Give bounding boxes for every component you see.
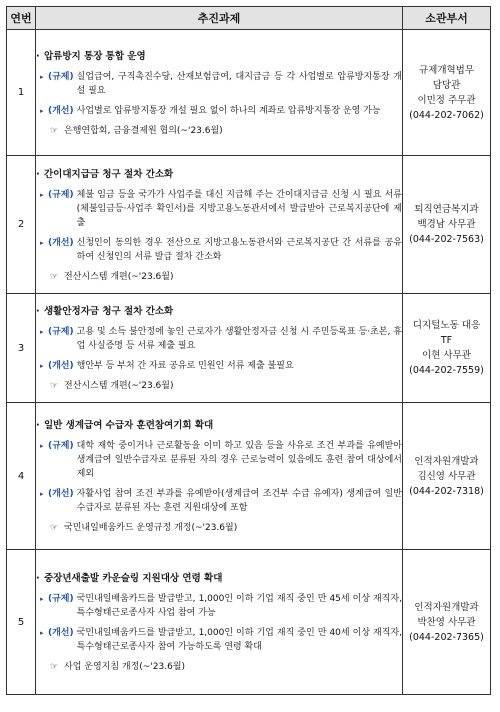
department-cell: [403, 403, 491, 550]
task-content: [36, 550, 403, 695]
bullet-icon: ·: [36, 168, 40, 180]
table-row: [7, 30, 491, 156]
task-title-text: 중장년새출발 카운슬링 지원대상 연령 확대: [44, 573, 223, 584]
department-line: (044-202-7318): [409, 485, 484, 497]
task-title: [36, 50, 402, 64]
task-note: [50, 124, 402, 138]
department-cell: [403, 550, 491, 695]
task-item: [40, 188, 402, 230]
department-line: 디지털노동 대응: [412, 320, 481, 331]
task-title-text: 간이대지급금 청구 절차 간소화: [44, 168, 174, 180]
task-item: [40, 325, 402, 353]
triangle-bullet-icon: ▸: [40, 362, 44, 370]
table-row: [7, 294, 491, 403]
item-tag: (개선): [48, 489, 74, 499]
item-tag: (개선): [48, 361, 74, 371]
task-note: [50, 521, 402, 535]
triangle-bullet-icon: ▸: [40, 106, 44, 115]
triangle-bullet-icon: ▸: [40, 72, 44, 81]
department-line: 백경남 사무관: [417, 219, 476, 230]
task-content: [36, 156, 403, 294]
task-title-text: 생활안정자금 청구 절차 간소화: [44, 306, 174, 317]
task-note: [50, 270, 402, 284]
task-content: [36, 403, 403, 550]
department-line: 이민정 주무관: [417, 94, 476, 106]
item-tag: (규제): [48, 441, 74, 451]
item-text: 고용 및 소득 불안정에 놓인 근로자가 생활안정자금 신청 시 주민등록표 등·초본, 휴업 사실증명 등 서류 제출 필요: [76, 327, 402, 351]
task-title: [36, 305, 402, 319]
department-line: (044-202-7559): [409, 365, 484, 376]
department-cell: [403, 30, 491, 156]
bullet-icon: ·: [36, 306, 40, 317]
header-dept: 소관부서: [403, 7, 491, 30]
note-text: 사업 운영지침 개정(~'23.6월): [64, 662, 186, 672]
task-item: [40, 359, 402, 373]
item-tag: (규제): [48, 594, 74, 604]
triangle-bullet-icon: ▸: [40, 490, 44, 498]
item-text: 자활사업 참여 조건 부과를 유예받아(생계급여 조건부 수급 유예자) 생계급여 일반수급자로 분류된 자는 훈련 지원대상에 포함: [76, 489, 402, 513]
table-row: [7, 550, 491, 695]
task-title: [36, 419, 402, 433]
department-line: 담당관: [432, 79, 461, 91]
item-tag: (규제): [48, 327, 74, 337]
pointing-hand-icon: ☞: [50, 271, 59, 282]
item-tag: (개선): [48, 628, 74, 638]
table-row: [7, 156, 491, 294]
triangle-bullet-icon: ▸: [40, 442, 44, 450]
task-title: [36, 168, 402, 182]
task-item: [40, 439, 402, 481]
item-text: 대학 재학 중이거나 근로활동을 이미 하고 있음 등을 사유로 조건 부과를 유예받아 생계급여 일반수급자로 분류된 자의 경우 근로능력이 있음에도 훈련 참여 대상에서 제외: [76, 441, 402, 479]
row-number: 4: [7, 403, 36, 550]
row-number: 3: [7, 294, 36, 403]
task-item: [40, 70, 402, 98]
triangle-bullet-icon: ▸: [40, 595, 44, 603]
task-item: [40, 104, 402, 118]
item-text: 행안부 등 부처 간 자료 공유로 민원인 서류 제출 불필요: [76, 361, 294, 371]
task-item: [40, 592, 402, 620]
note-text: 국민내일배움카드 운영규정 개정(~'23.6월): [64, 523, 238, 533]
department-line: TF: [440, 335, 453, 346]
row-number: 2: [7, 156, 36, 294]
item-tag: (개선): [48, 105, 74, 116]
pointing-hand-icon: ☞: [50, 381, 59, 391]
task-item: [40, 626, 402, 654]
department-line: 인적자원개발과: [414, 601, 479, 613]
triangle-bullet-icon: ▸: [40, 190, 44, 199]
task-content: [36, 294, 403, 403]
department-cell: [403, 294, 491, 403]
department-line: 퇴직연금복지과: [414, 204, 479, 215]
row-number: 5: [7, 550, 36, 695]
item-text: 실업급여, 구직촉진수당, 산재보험급여, 대지급금 등 각 사업별로 압류방지통장 개설 필요: [76, 71, 402, 96]
item-text: 국민내일배움카드를 발급받고, 1,000인 이하 기업 재직 중인 만 45세 이상 재직자, 특수형태근로종사자 사업 참여 가능: [76, 594, 402, 618]
bullet-icon: ·: [36, 420, 40, 431]
triangle-bullet-icon: ▸: [40, 328, 44, 336]
row-number: 1: [7, 30, 36, 156]
header-no: 연번: [7, 7, 36, 30]
pointing-hand-icon: ☞: [50, 523, 59, 533]
table-header-row: [7, 7, 491, 30]
item-text: 신청인이 동의한 경우 전산으로 지방고용노동관서와 근로복지공단 간 서류를 공유하여 신청인의 서류 발급 절차 간소화: [76, 237, 402, 262]
department-line: (044-202-7563): [409, 234, 484, 245]
department-line: 김신영 사무관: [417, 470, 476, 482]
task-table: [6, 6, 491, 695]
task-note: [50, 660, 402, 674]
item-tag: (규제): [48, 71, 74, 82]
task-note: [50, 379, 402, 393]
task-content: [36, 30, 403, 156]
item-text: 국민내일배움카드를 발급받고, 1,000인 이하 기업 재직 중인 만 40세 이상 재직자, 특수형태근로종사자 참여 가능하도록 연령 확대: [76, 628, 402, 652]
pointing-hand-icon: ☞: [50, 125, 59, 136]
item-text: 사업별로 압류방지통장 개설 필요 없이 하나의 계좌로 압류방지통장 운영 가능: [76, 105, 381, 116]
task-item: [40, 487, 402, 515]
department-line: (044-202-7062): [409, 109, 484, 121]
department-line: 박찬영 사무관: [417, 616, 476, 628]
triangle-bullet-icon: ▸: [40, 238, 44, 247]
item-tag: (규제): [48, 189, 74, 200]
note-text: 전산시스템 개편(~'23.6월): [64, 271, 174, 282]
table-row: [7, 403, 491, 550]
item-tag: (개선): [48, 237, 74, 248]
department-line: 규제개혁법무: [418, 64, 475, 76]
department-line: 인적자원개발과: [414, 455, 479, 467]
task-title-text: 압류방지 통장 통합 운영: [44, 50, 146, 62]
note-text: 전산시스템 개편(~'23.6월): [64, 381, 174, 391]
bullet-icon: ·: [36, 573, 40, 584]
note-text: 은행연합회, 금융결제원 협의(~'23.6월): [64, 125, 223, 136]
header-task: 추진과제: [36, 7, 403, 30]
task-title-text: 일반 생계급여 수급자 훈련참여기회 확대: [44, 420, 214, 431]
bullet-icon: ·: [36, 50, 40, 62]
task-item: [40, 236, 402, 264]
department-line: (044-202-7365): [409, 631, 484, 643]
pointing-hand-icon: ☞: [50, 662, 59, 672]
item-text: 체불 임금 등을 국가가 사업주를 대신 지급해 주는 간이대지급금 신청 시 필요 서류(체불임금등·사업주 확인서)를 지방고용노동관서에서 발급받아 근로복지공단에 제출: [76, 189, 402, 228]
department-cell: [403, 156, 491, 294]
department-line: 이현 사무관: [422, 350, 471, 361]
triangle-bullet-icon: ▸: [40, 629, 44, 637]
task-title: [36, 572, 402, 586]
